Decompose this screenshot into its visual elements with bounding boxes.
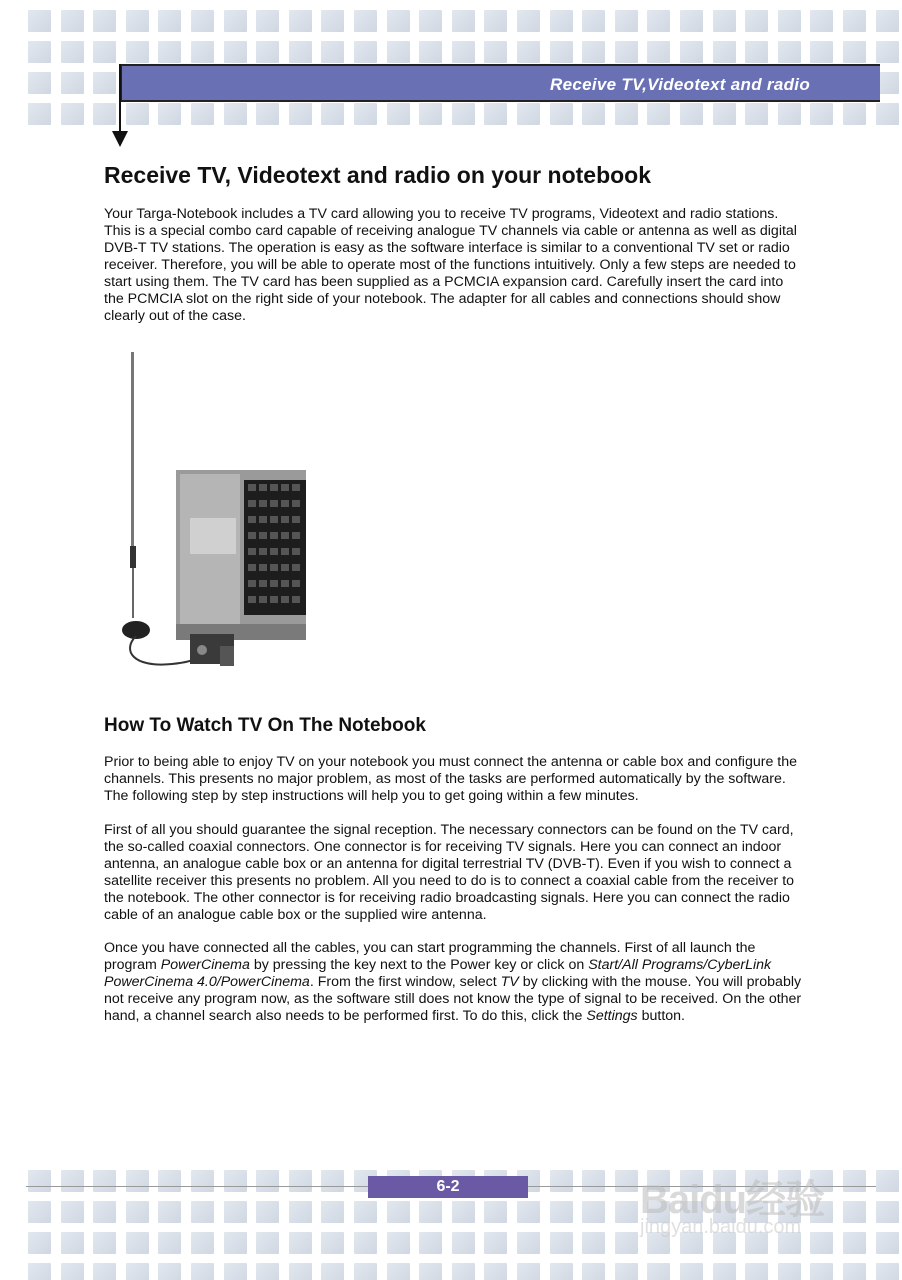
tile [419, 103, 442, 125]
tile [778, 1263, 801, 1280]
tile [61, 1201, 84, 1223]
tile [256, 41, 279, 63]
tile [61, 10, 84, 32]
tile [843, 103, 866, 125]
tile [61, 103, 84, 125]
tile [452, 1232, 475, 1254]
tile [256, 10, 279, 32]
tile [387, 1232, 410, 1254]
tile [517, 1201, 540, 1223]
tile [28, 1201, 51, 1223]
page-title: Receive TV, Videotext and radio on your notebook [104, 162, 652, 188]
antenna-joint [130, 546, 136, 568]
tile [582, 1232, 605, 1254]
tile [126, 41, 149, 63]
tile [28, 103, 51, 125]
tile [387, 1263, 410, 1280]
tile-row [0, 10, 902, 32]
tile [321, 1263, 344, 1280]
tile [158, 1263, 181, 1280]
tile [615, 103, 638, 125]
tile [191, 1170, 214, 1192]
tv-card-illustration [112, 350, 312, 680]
antenna-rod [131, 352, 134, 548]
tile [778, 41, 801, 63]
tile [289, 1201, 312, 1223]
tile [843, 10, 866, 32]
tile [582, 41, 605, 63]
tile [321, 41, 344, 63]
tile [61, 1263, 84, 1280]
tile [93, 72, 116, 94]
tile [876, 1201, 899, 1223]
tile [256, 1232, 279, 1254]
tile [126, 1170, 149, 1192]
tile [419, 1232, 442, 1254]
tile [93, 1232, 116, 1254]
tile [256, 1170, 279, 1192]
tile [550, 1170, 573, 1192]
watermark [640, 1150, 850, 1250]
tile [647, 1263, 670, 1280]
tile [713, 41, 736, 63]
watermark-brand: Baidu经验 [640, 1178, 825, 1222]
text-run: Once you have connected all the cables, you can start programming the channels. First of all launch the program [104, 940, 756, 973]
tile [126, 1263, 149, 1280]
menu-path: Start/All Programs/CyberLink PowerCinema 4.0/PowerCinema [104, 957, 772, 990]
tile [419, 1201, 442, 1223]
tile [289, 10, 312, 32]
tile [93, 41, 116, 63]
tile [387, 10, 410, 32]
tile [419, 41, 442, 63]
tile [28, 1263, 51, 1280]
tile [191, 1263, 214, 1280]
tile [517, 1263, 540, 1280]
text-run: by pressing the key next to the Power key or click on [249, 957, 589, 973]
tile [158, 41, 181, 63]
tile [713, 103, 736, 125]
tile [843, 1263, 866, 1280]
tile [321, 1170, 344, 1192]
tile [876, 1263, 899, 1280]
tile [158, 1232, 181, 1254]
tile [321, 1232, 344, 1254]
tile [224, 1201, 247, 1223]
tile [321, 103, 344, 125]
header-band [120, 64, 880, 102]
tile [582, 1263, 605, 1280]
tile [224, 41, 247, 63]
header-title: Receive TV,Videotext and radio [550, 75, 810, 94]
tile [224, 1232, 247, 1254]
tile [615, 1201, 638, 1223]
tile [126, 1232, 149, 1254]
tile [582, 1201, 605, 1223]
tile [876, 1232, 899, 1254]
tile [61, 1232, 84, 1254]
tile [876, 1170, 899, 1192]
tile [680, 10, 703, 32]
tile [28, 41, 51, 63]
tile [224, 1263, 247, 1280]
tile [354, 103, 377, 125]
tile [93, 10, 116, 32]
tile [680, 1263, 703, 1280]
tile [876, 10, 899, 32]
tile [419, 1263, 442, 1280]
tile [387, 103, 410, 125]
tile [647, 103, 670, 125]
text-run: button. [637, 1008, 685, 1024]
tv-option: TV [500, 974, 519, 990]
tile [354, 1201, 377, 1223]
settings-label: Settings [586, 1008, 638, 1024]
tile [745, 103, 768, 125]
tile [484, 1232, 507, 1254]
tile [452, 1263, 475, 1280]
tile [354, 1263, 377, 1280]
text-run: . From the first window, select [309, 974, 501, 990]
tile [354, 1232, 377, 1254]
tile [582, 1170, 605, 1192]
tile [484, 41, 507, 63]
tile [289, 1170, 312, 1192]
tile [745, 41, 768, 63]
tile [289, 103, 312, 125]
tile [28, 1232, 51, 1254]
antenna-cable [130, 636, 200, 665]
tile [289, 1232, 312, 1254]
tile [126, 103, 149, 125]
paragraph-1: Prior to being able to enjoy TV on your notebook you must connect the antenna or cable box and configure the channels. This presents no major problem, as most of the tasks are performed automatically by the software. The following step by step instructions will help you to get going within a few minutes. [104, 754, 798, 804]
tile [615, 10, 638, 32]
tile [778, 10, 801, 32]
tile [517, 103, 540, 125]
tile [647, 41, 670, 63]
tile [321, 1201, 344, 1223]
tile [28, 1170, 51, 1192]
tile [191, 103, 214, 125]
paragraph-3 [104, 940, 804, 1025]
header-arrow-line [119, 64, 121, 134]
tile [256, 103, 279, 125]
tile [810, 10, 833, 32]
tile [810, 1263, 833, 1280]
tile [680, 103, 703, 125]
tile [191, 41, 214, 63]
tile [419, 10, 442, 32]
paragraph-2: First of all you should guarantee the signal reception. The necessary connectors can be found on the TV card, the so-called coaxial connectors. One connector is for receiving TV signals. Here you can connect an indoor antenna, an analogue cable box or an antenna for digital terrestrial TV (DVB-T). Even if you wish to connect a satellite receiver this presents no problem. All you need to do is to connect a coaxial cable from the receiver to the notebook. The other connector is for receiving radio broadcasting signals. Here you can connect the radio cable of an analogue cable box or the supplied wire antenna. [104, 822, 795, 923]
tile [158, 10, 181, 32]
tile [615, 1232, 638, 1254]
tile [452, 103, 475, 125]
tile [713, 10, 736, 32]
tile [93, 103, 116, 125]
tile [289, 1263, 312, 1280]
tile [876, 41, 899, 63]
tile [517, 10, 540, 32]
tile [680, 41, 703, 63]
tile [289, 41, 312, 63]
tile [158, 103, 181, 125]
tile [582, 103, 605, 125]
tile [28, 10, 51, 32]
tile [484, 1201, 507, 1223]
tile [93, 1201, 116, 1223]
intro-paragraph: Your Targa-Notebook includes a TV card allowing you to receive TV programs, Videotext and radio stations. This is a special combo card capable of receiving analogue TV channels via cable or antenna as well as digital DVB-T TV stations. The operation is easy as the software interface is similar to a conventional TV set or radio receiver. Therefore, you will be able to operate most of the functions intuitively. Only a few steps are needed to start using them. The TV card has been supplied as a PCMCIA expansion card. Carefully insert the card into the PCMCIA slot on the right side of your notebook. The adapter for all cables and connections should show clearly out of the case. [104, 206, 797, 324]
tile [810, 41, 833, 63]
tile [191, 1201, 214, 1223]
section-title: How To Watch TV On The Notebook [104, 715, 426, 736]
tile [843, 41, 866, 63]
tile [256, 1263, 279, 1280]
tile [647, 10, 670, 32]
tile [61, 72, 84, 94]
tile [191, 1232, 214, 1254]
tile [615, 41, 638, 63]
tile [158, 1170, 181, 1192]
tile [550, 103, 573, 125]
tile [452, 1201, 475, 1223]
tile-row [0, 103, 902, 125]
tile [615, 1170, 638, 1192]
tile [778, 103, 801, 125]
tile [550, 41, 573, 63]
tile [191, 10, 214, 32]
tile [876, 103, 899, 125]
tile [158, 1201, 181, 1223]
down-arrow-icon [112, 131, 128, 147]
tile-row [0, 41, 902, 63]
tile [550, 1232, 573, 1254]
tile [615, 1263, 638, 1280]
tile [550, 1201, 573, 1223]
tile-row [0, 1263, 902, 1280]
tile [126, 1201, 149, 1223]
tile [550, 1263, 573, 1280]
tile [28, 72, 51, 94]
touchpad [190, 518, 236, 554]
program-name: PowerCinema [160, 957, 250, 973]
tile [256, 1201, 279, 1223]
tile [61, 1170, 84, 1192]
tile [224, 103, 247, 125]
tile [224, 1170, 247, 1192]
tile [93, 1170, 116, 1192]
tile [387, 1201, 410, 1223]
tile [582, 10, 605, 32]
tile [354, 41, 377, 63]
tile [452, 10, 475, 32]
tile [126, 10, 149, 32]
tile [517, 41, 540, 63]
tile [61, 41, 84, 63]
tile [321, 10, 344, 32]
tile [387, 41, 410, 63]
tile [354, 10, 377, 32]
page-number: 6-2 [368, 1176, 528, 1198]
tile [484, 10, 507, 32]
tile [517, 1232, 540, 1254]
tile [550, 10, 573, 32]
tile [484, 1263, 507, 1280]
tile [452, 41, 475, 63]
tile [484, 103, 507, 125]
tile [224, 10, 247, 32]
tile [713, 1263, 736, 1280]
watermark-url: jingyan.baidu.com [640, 1216, 802, 1238]
tile [745, 1263, 768, 1280]
tile [93, 1263, 116, 1280]
text-run: by clicking with the mouse. You will probably not receive any program now, as the software still does not know the type of signal to be received. On the other hand, a channel search also needs to be performed first. To do this, click the [104, 974, 802, 1024]
tile [745, 10, 768, 32]
tile [810, 103, 833, 125]
